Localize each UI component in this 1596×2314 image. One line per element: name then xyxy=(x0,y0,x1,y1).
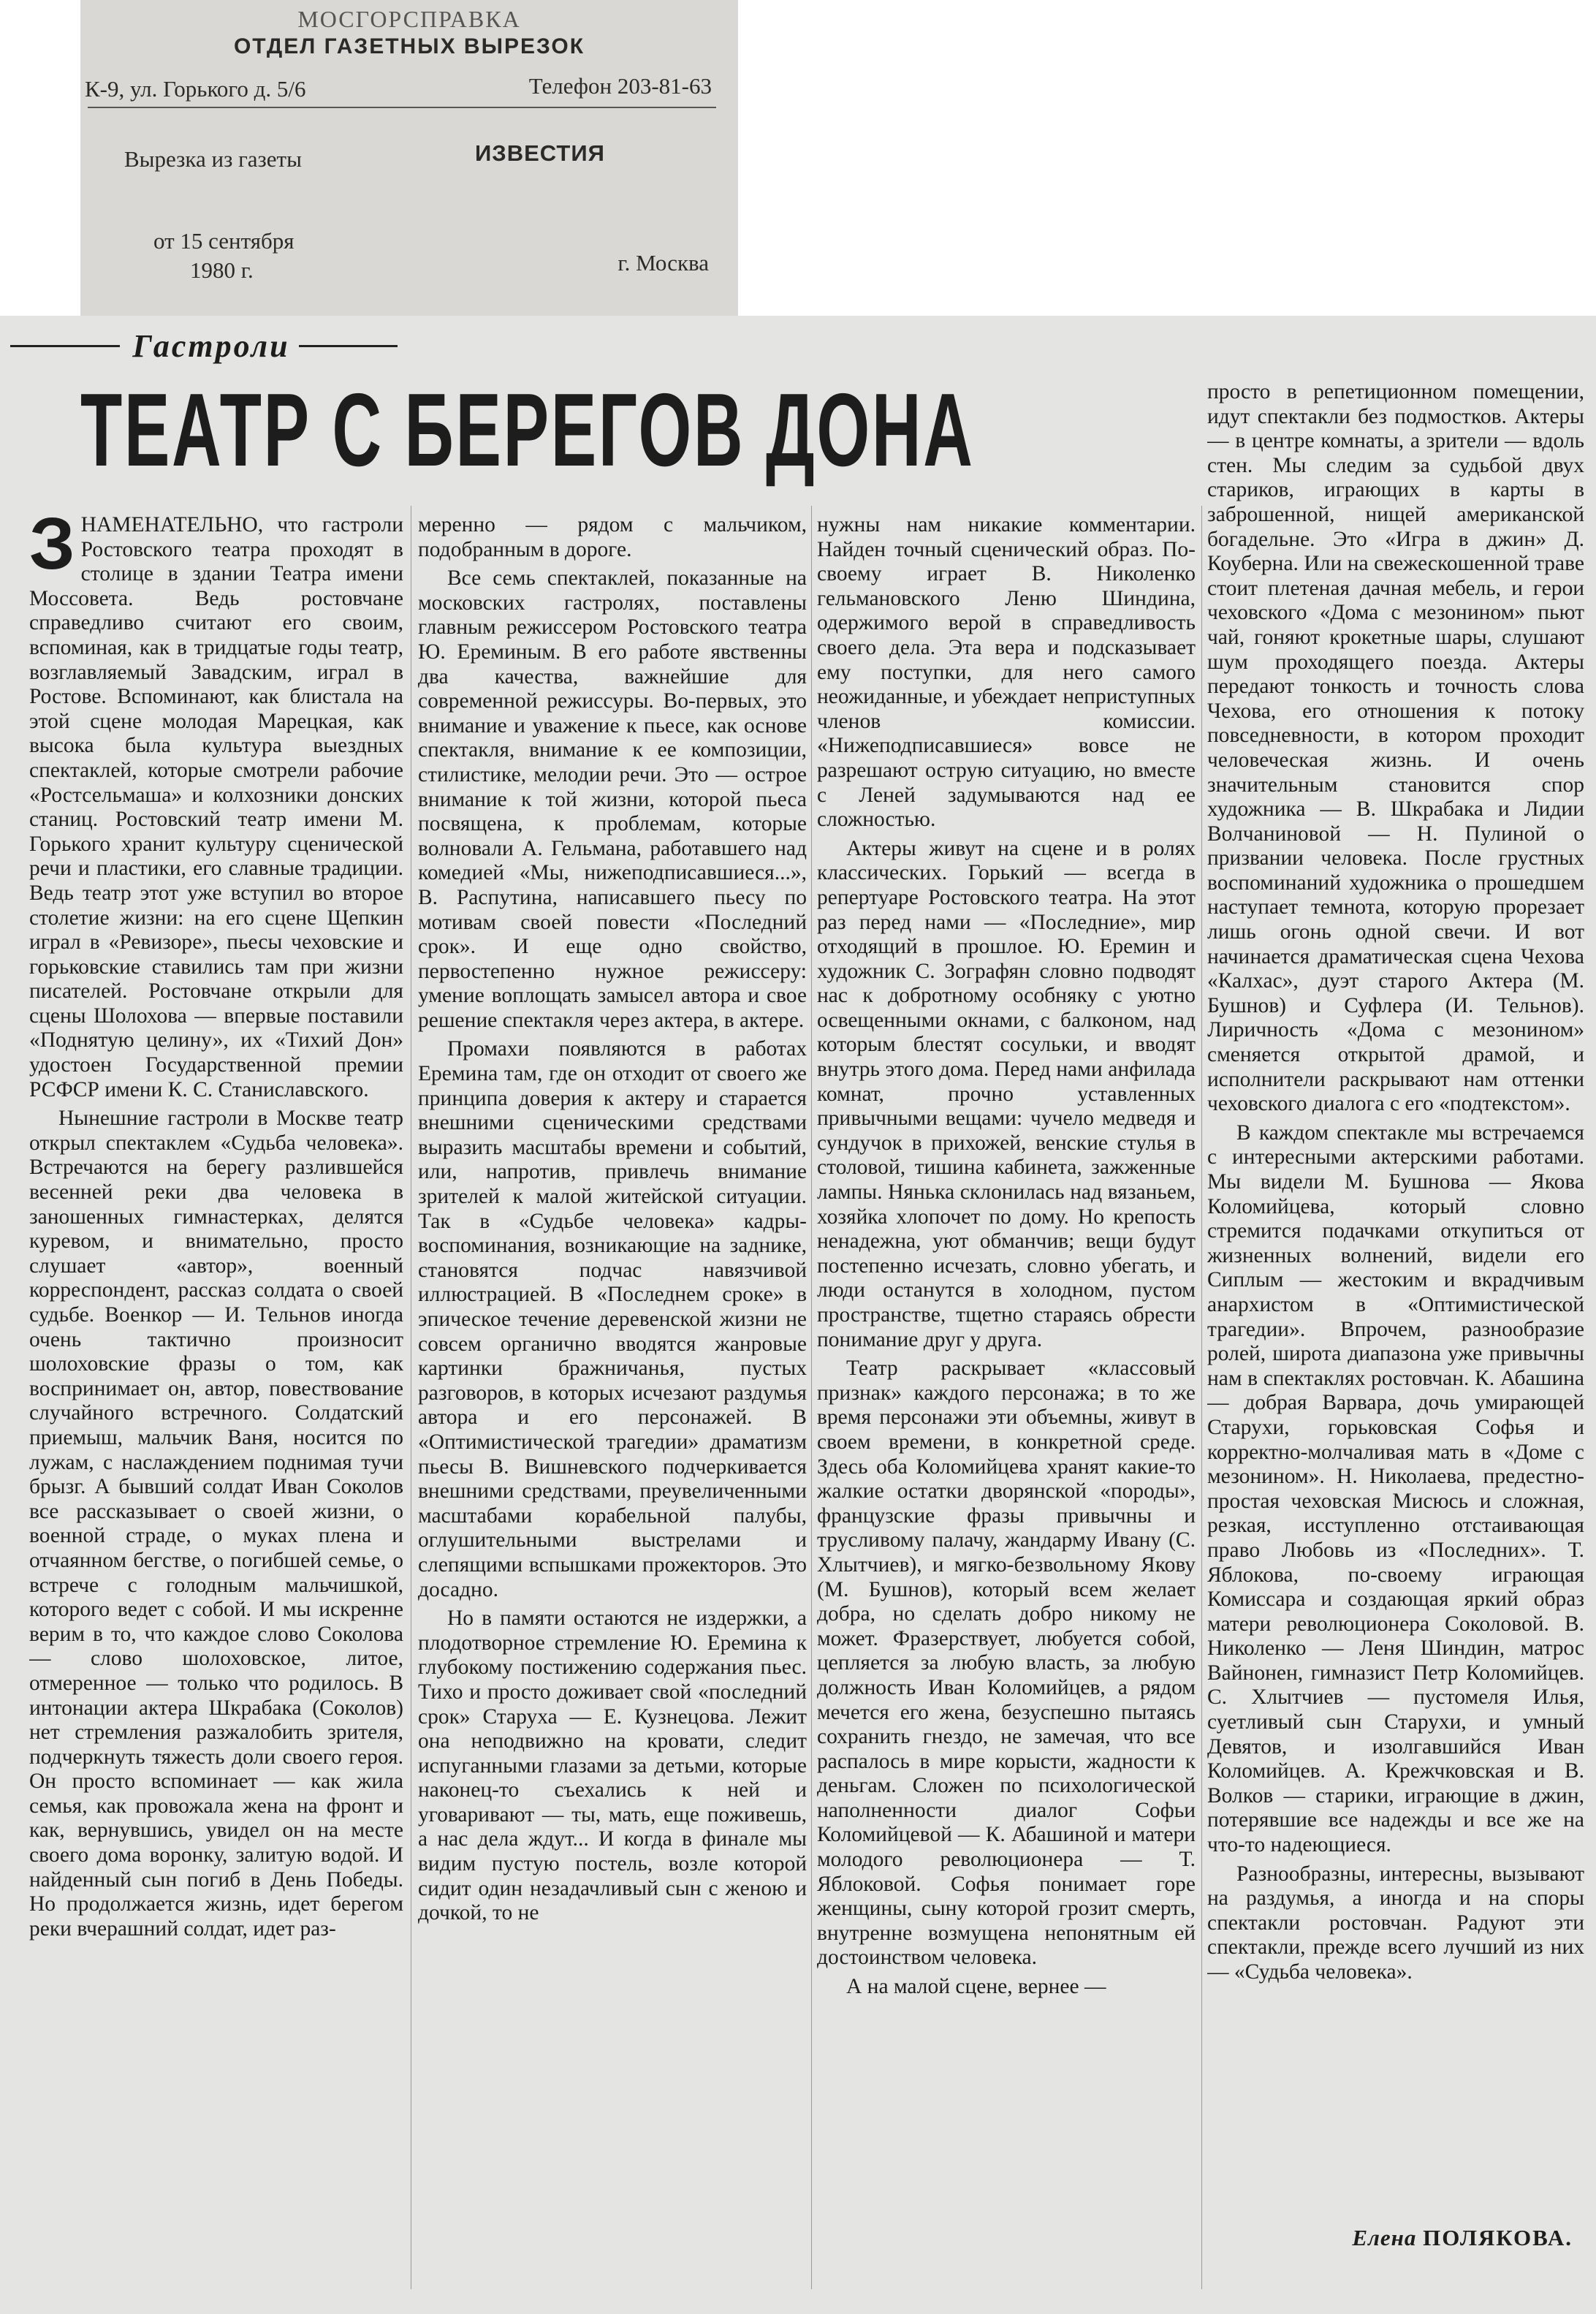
paragraph: Разнообразны, интересны, вызывают на раздумья, а иногда и на споры спектакли ростовчан. Радуют эти спектакли, прежде всего лучший из них — «Судьба человека». xyxy=(1207,1862,1584,1984)
rubric xyxy=(10,327,390,364)
paragraph: Актеры живут на сцене и в ролях классических. Горький — всегда в репертуаре Ростовского театра. На этот раз перед нами — «Последние», мир отходящий в прошлое. Ю. Еремин и художник С. Зографян словно подводят нас к добротному особняку с уютно освещенными окнами, с балконом, над которым блестят сосульки, и вводят внутрь этого дома. Перед нами анфилада комнат, прочно уставленных привычными вещами: чучело медведя и сундучок в прихожей, венские стулья в столовой, тишина кабинета, зажженные лампы. Нянька склонилась над вязаньем, хозяйка хлопочет по дому. Но крепость ненадежна, уют обманчив; вещи будут постепенно исчезать, словно убегать, и люди останутся в холодном, пустом пространстве, тщетно стараясь обрести понимание друг у друга. xyxy=(817,836,1196,1351)
stamp-date-line2: 1980 г. xyxy=(190,257,254,283)
paragraph: В каждом спектакле мы встречаемся с интересными актерскими работами. Мы видели М. Бушнова — Якова Коломийцева, который словно стремится подачками откупиться от жизненных волнений, видели его Сиплым — жестоким и вкрадчивым анархистом в «Оптимистической трагедии». Впрочем, разнообразие ролей, широта диапазона уже привычны нам в спектаклях ростовчан. К. Абашина — добрая Варвара, дочь умирающей Старухи, горьковская Софья и корректно-молчаливая мать в «Доме с мезонином». Н. Николаева, предестно-простая чеховская Мисюсь и сложная, резкая, исступленно отстаивающая право Любовь из «Последних». Т. Яблокова, по-своему играющая Комиссара и создающая яркий образ матери революционера Соколовой. В. Николенко — Леня Шиндин, матрос Вайнонен, гимназист Петр Коломийцев. С. Хлытчиев — пустомеля Илья, суетливый сын Старухи, и умный Девятов, и изолгавшийся Иван Коломийцев. А. Крежчковская и В. Волков — старики, играющие в джин, потерявшие все надежды и все же на что-то надеющиеся. xyxy=(1207,1120,1584,1857)
paragraph: А на малой сцене, вернее — xyxy=(846,1975,1106,1999)
article-column-4 xyxy=(1207,380,1584,2229)
article-column-1 xyxy=(29,513,403,2275)
paragraph: Театр раскрывает «классовый признак» каждого персонажа; в то же время персонажи эти объемны, живут в своем времени, в конкретной среде. Здесь оба Коломийцева хранят какие-то жалкие остатки дворянской «породы», французские фразы привычны и трусливому палачу, жандарму Ивану (С. Хлытчиев), и мягко-безвольному Якову (М. Бушнов), который всем желает добра, но сделать добро никому не может. Фразерствует, любуется собой, цепляется за любую власть, за любую должность Иван Коломийцев, а рядом мечется его жена, безуспешно пытаясь сохранить гнездо, не замечая, что все распалось в мире корысти, жадности к деньгам. Сложен по психологической наполненности диалог Софьи Коломийцевой — К. Абашиной и матери молодого революционера — Т. Яблоковой. Софья понимает горе женщины, сыну которой грозит смерть, внутренне возмущена непонятным ей достоинством человека. xyxy=(817,1357,1196,1970)
stamp-date-line1: от 15 сентября xyxy=(153,228,294,254)
stamp-newspaper: ИЗВЕСТИЯ xyxy=(475,140,605,166)
paragraph: Но в памяти остаются не издержки, а плодотворное стремление Ю. Еремина к глубокому постижению содержания пьес. Тихо и просто доживает свой «последний срок» Старуха — Е. Кузнецова. Лежит она неподвижно на кровати, следит испуганными глазами за детьми, которые наконец-то съехались к ней и уговаривают — ты, мать, еще поживешь, а нас дела ждут... И когда в финале мы видим пустую постель, возле которой сидит один незадачливый сын с женою и дочкой, то не xyxy=(418,1606,807,1925)
paragraph: Все семь спектаклей, показанные на московских гастролях, поставлены главным режиссером Ростовского театра Ю. Ереминым. В его работе явственны два качества, важнейшие для современной режиссуры. Во-первых, это внимание и уважение к пьесе, как основе спектакля, внимание к ее композиции, стилистике, мелодии речи. Это — острое внимание к той жизни, которой пьеса посвящена, к проблемам, которые волновали А. Гельмана, работавшего над комедией «Мы, нижеподписавшиеся...», В. Распутина, написавшего пьесу по мотивам своей повести «Последний срок». И еще одно свойство, первостепенно нужное режиссеру: умение воплощать замысел автора и свое решение спектакля через актера, в актере. xyxy=(418,566,807,1032)
rubric-label: Гастроли xyxy=(132,328,290,364)
paragraph: Промахи появляются в работах Еремина там, где он отходит от своего же принципа доверия к актеру и старается внешними сценическими средствами выразить масштабы времени и событий, или, напротив, привлечь внимание зрителей к малой житейской ситуации. Так в «Судьбе человека» кадры-воспоминания, возникающие на заднике, становятся подчас навязчивой иллюстрацией. В «Последнем сроке» в эпическое течение деревенской жизни не совсем органично вводятся жанровые картинки бражничанья, пустых разговоров, в которых исчезают раздумья автора и его персонажей. В «Оптимистической трагедии» драматизм пьесы В. Вишневского подчеркивается внешними средствами, преувеличенными масштабами корабельной палубы, оглушительными выстрелами и слепящими вспышками прожекторов. Это досадно. xyxy=(418,1037,807,1601)
article-headline: ТЕАТР С БЕРЕГОВ ДОНА xyxy=(80,372,975,488)
paragraph: просто в репетиционном помещении, идут спектакли без подмостков. Актеры — в центре комнаты, а зрители — вдоль стен. Мы следим за судьбой двух стариков, играющих в карты в заброшенной, нищей американской богадельне. Это «Игра в джин» Д. Коуберна. Или на свежескошенной траве стоит плетеная дачная мебель, и герои чеховского «Дома с мезонином» пьют чай, гоняют крокетные шары, слушают шум проходящего поезда. Актеры передают тонкость и точность слова Чехова, его отношения к потоку повседневности, в котором проходит человеческая жизнь. И очень значительным становится спор художника — В. Шкрабака и Лидии Волчаниновой — Н. Пулиной о призвании человека. После грустных воспоминаний художника о прошедшем наступает темнота, которую прорезает лишь огонь одной свечи. И вот начинается драматическая сцена Чехова «Калхас», дуэт старого Актера (М. Бушнов) и Суфлера (И. Тельнов). Лиричность «Дома с мезонином» сменяется открытой драмой, и исполнители раскрывают нам оттенки чеховского диалога с его «подтекстом». xyxy=(1207,380,1584,1116)
paragraph: ЗНАМЕНАТЕЛЬНО, что гастроли Ростовского театра проходят в столице в здании Театра имени Моссовета. Ведь ростовчане справедливо считают его своим, вспоминая, как в тридцатые годы театр, возглавляемый Завадским, играл в Ростове. Вспоминают, как блистала на этой сцене молодая Марецкая, как высока была культура выездных спектаклей, которые смотрели рабочие «Ростсельмаша» и колхозники донских станиц. Ростовский театр имени М. Горького хранит культуру сценической речи и пластики, его славные традиции. Ведь театр этот уже вступил во второе столетие жизни: на его сцене Щепкин играл в «Ревизоре», пьесы чеховские и горьковские ставились там при жизни писателей. Ростовчане открыли для сцены Шолохова — впервые поставили «Поднятую целину», их «Тихий Дон» удостоен Государственной премии РСФСР имени К. С. Станиславского. xyxy=(29,513,403,1101)
paragraph: меренно — рядом с мальчиком, подобранным в дороге. xyxy=(418,513,807,561)
rubric-rule-left xyxy=(10,345,120,347)
article-column-2 xyxy=(418,513,807,2282)
stamp-clip-label: Вырезка из газеты xyxy=(124,146,302,172)
drop-cap: З xyxy=(29,513,75,585)
paragraph: Нынешние гастроли в Москве театр открыл спектаклем «Судьба человека». Встречаются на берегу разлившейся весенней реки два человека в заношенных гимнастерках, делятся куревом, и внимательно, просто слушает «автор», военный корреспондент, рассказ солдата о своей судьбе. Военкор — И. Тельнов иногда очень тактично произносит шолоховские фразы о том, как воспринимает он, автор, повествование случайного встречного. Солдатский приемыш, мальчик Ваня, носится по лужам, с наслаждением поднимая тучи брызг. А бывший солдат Иван Соколов все рассказывает о своей жизни, о военной страде, о муках плена и отчаянном бегстве, о погибшей семье, о встрече с голодным мальчишкой, которого ведет с собой. И мы искренне верим в то, что каждое слово Соколова — слово шолоховское, литое, отмеренное — только что родилось. В интонации актера Шкрабака (Соколов) нет стремления разжалобить зрителя, подчеркнуть тяжесть доли своего героя. Он просто вспоминает — как жила семья, как провожала жена на фронт и как, вернувшись, увидел он на месте своего дома воронку, залитую водой. И найденный сын погиб в День Победы. Но продолжается жизнь, идет берегом реки вчерашний солдат, идет раз- xyxy=(29,1107,403,1941)
author-signature xyxy=(1352,2225,1573,2251)
article xyxy=(0,316,1596,2314)
stamp-phone: Телефон 203-81-63 xyxy=(528,73,712,99)
stamp-city: г. Москва xyxy=(618,250,709,276)
article-column-3 xyxy=(817,513,1196,2282)
stamp-address: К-9, ул. Горького д. 5/6 xyxy=(85,76,306,102)
rubric-rule-right xyxy=(299,345,398,347)
stamp-org: МОСГОРСПРАВКА xyxy=(297,6,521,32)
author-surname: ПОЛЯКОВА. xyxy=(1423,2225,1573,2250)
stamp-department: ОТДЕЛ ГАЗЕТНЫХ ВЫРЕЗОК xyxy=(233,34,585,58)
clipping-stamp xyxy=(80,0,738,329)
stamp-divider xyxy=(88,107,716,108)
column-divider xyxy=(811,506,812,2289)
author-name: Елена xyxy=(1352,2225,1417,2250)
column-divider xyxy=(1201,506,1202,2289)
paragraph: нужны нам никакие комментарии. Найден точный сценический образ. По-своему играет В. Николенко гельмановского Леню Шиндина, одержимого верой в справедливость своего дела. Эта вера и подсказывает ему поступки, для него самого неожиданные, и убеждает неприступных членов комиссии. «Нижеподписавшиеся» вовсе не разрешают острую ситуацию, но вместе с Леней задумываются над ее сложностью. xyxy=(817,513,1196,832)
